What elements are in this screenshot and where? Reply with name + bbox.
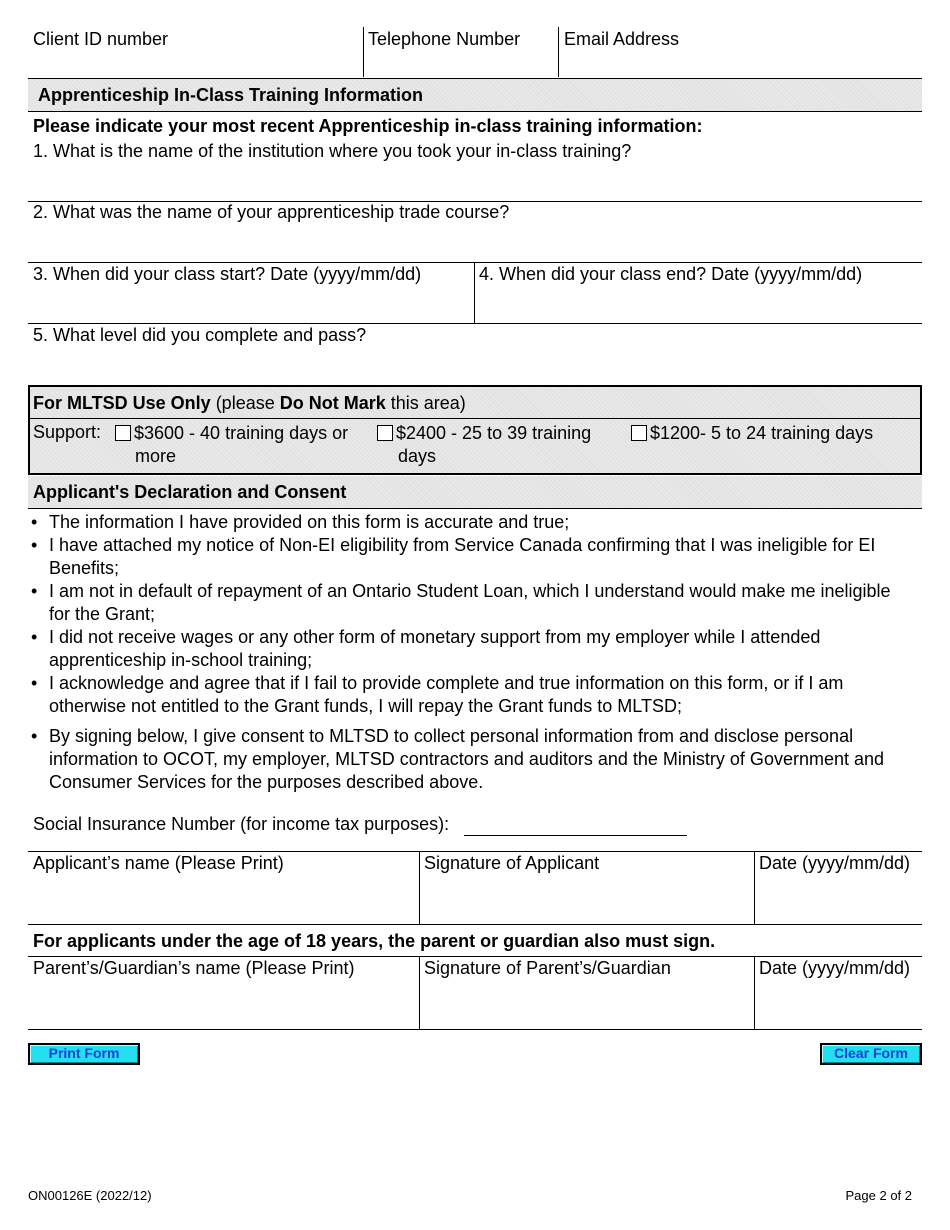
class-start-date-field[interactable] — [28, 286, 472, 322]
applicant-signature-field[interactable] — [421, 876, 753, 922]
guardian-date-field[interactable] — [756, 981, 921, 1027]
divider — [28, 508, 922, 509]
telephone-field[interactable] — [364, 27, 557, 77]
training-instruction: Please indicate your most recent Apprenticeship in-class training information: — [33, 116, 703, 136]
training-section-title: Apprenticeship In-Class Training Information — [38, 85, 424, 105]
guardian-name-field[interactable] — [28, 981, 418, 1027]
divider — [28, 78, 922, 79]
trade-course-field[interactable] — [28, 224, 922, 261]
declaration-title: Applicant's Declaration and Consent — [33, 482, 347, 502]
checkbox-3600[interactable] — [115, 425, 131, 441]
declaration-list — [30, 511, 910, 794]
applicant-name-label: Applicant’s name (Please Print) — [33, 853, 284, 873]
support-label: Support: — [33, 422, 102, 442]
sin-input[interactable] — [464, 813, 687, 836]
declaration-item: • I am not in default of repayment of an Ontario Student Loan, which I understand would make me ineligible for the Grant; — [30, 580, 910, 626]
divider — [419, 851, 420, 924]
guardian-signature-label: Signature of Parent’s/Guardian — [424, 958, 671, 978]
declaration-item: • The information I have provided on this form is accurate and true; — [30, 511, 910, 534]
office-use-title: For MLTSD Use Only (please Do Not Mark this area) — [33, 393, 466, 413]
guardian-signature-field[interactable] — [421, 981, 753, 1027]
print-form-button[interactable]: Print Form — [28, 1043, 140, 1065]
support-option-1200: $1200- 5 to 24 training days — [631, 422, 873, 444]
institution-field[interactable] — [28, 163, 922, 200]
divider — [28, 924, 922, 925]
question-1-label: 1. What is the name of the institution where you took your in-class training? — [33, 141, 632, 161]
applicant-name-field[interactable] — [28, 876, 418, 922]
question-5-label: 5. What level did you complete and pass? — [33, 325, 367, 345]
clear-form-button[interactable]: Clear Form — [820, 1043, 922, 1065]
question-4-label: 4. When did your class end? Date (yyyy/mm/dd) — [479, 264, 863, 284]
client-id-field[interactable] — [28, 27, 362, 77]
telephone-label: Telephone Number — [368, 29, 521, 49]
applicant-date-label: Date (yyyy/mm/dd) — [759, 853, 911, 873]
divider — [28, 111, 922, 112]
guardian-name-label: Parent’s/Guardian’s name (Please Print) — [33, 958, 355, 978]
declaration-item: • I did not receive wages or any other form of monetary support from my employer while I attended apprenticeship in-school training; — [30, 626, 910, 672]
form-code: ON00126E (2022/12) — [28, 1188, 152, 1203]
divider — [474, 262, 475, 323]
client-id-label: Client ID number — [33, 29, 169, 49]
applicant-date-field[interactable] — [756, 876, 921, 922]
declaration-item: • By signing below, I give consent to MLTSD to collect personal information from and disclose personal information to OCOT, my employer, MLTSD contractors and auditors and the Ministry of Government and Consumer Services for the purposes described above. — [30, 725, 910, 794]
class-end-date-field[interactable] — [476, 286, 921, 322]
divider — [754, 956, 755, 1029]
applicant-signature-label: Signature of Applicant — [424, 853, 600, 873]
checkbox-2400[interactable] — [377, 425, 393, 441]
guardian-notice: For applicants under the age of 18 years, the parent or guardian also must sign. — [33, 931, 716, 951]
question-2-label: 2. What was the name of your apprenticeship trade course? — [33, 202, 510, 222]
guardian-date-label: Date (yyyy/mm/dd) — [759, 958, 911, 978]
divider — [754, 851, 755, 924]
checkbox-1200[interactable] — [631, 425, 647, 441]
support-option-2400: $2400 - 25 to 39 training — [377, 422, 591, 444]
question-3-label: 3. When did your class start? Date (yyyy/mm/dd) — [33, 264, 422, 284]
sin-label: Social Insurance Number (for income tax purposes): — [33, 814, 450, 834]
email-label: Email Address — [564, 29, 680, 49]
page-number: Page 2 of 2 — [845, 1188, 912, 1203]
divider — [419, 956, 420, 1029]
level-completed-field[interactable] — [28, 347, 922, 383]
declaration-item: • I have attached my notice of Non-EI eligibility from Service Canada confirming that I was ineligible for EI Benefits; — [30, 534, 910, 580]
divider — [29, 418, 921, 419]
support-option-3600: $3600 - 40 training days or — [115, 422, 348, 444]
support-option-2400-cont: days — [398, 446, 437, 466]
email-field[interactable] — [559, 27, 921, 77]
support-option-3600-cont: more — [135, 446, 177, 466]
divider — [28, 1029, 922, 1030]
declaration-item: • I acknowledge and agree that if I fail to provide complete and true information on this form, or if I am otherwise not entitled to the Grant funds, I will repay the Grant funds to MLTSD; — [30, 672, 910, 718]
